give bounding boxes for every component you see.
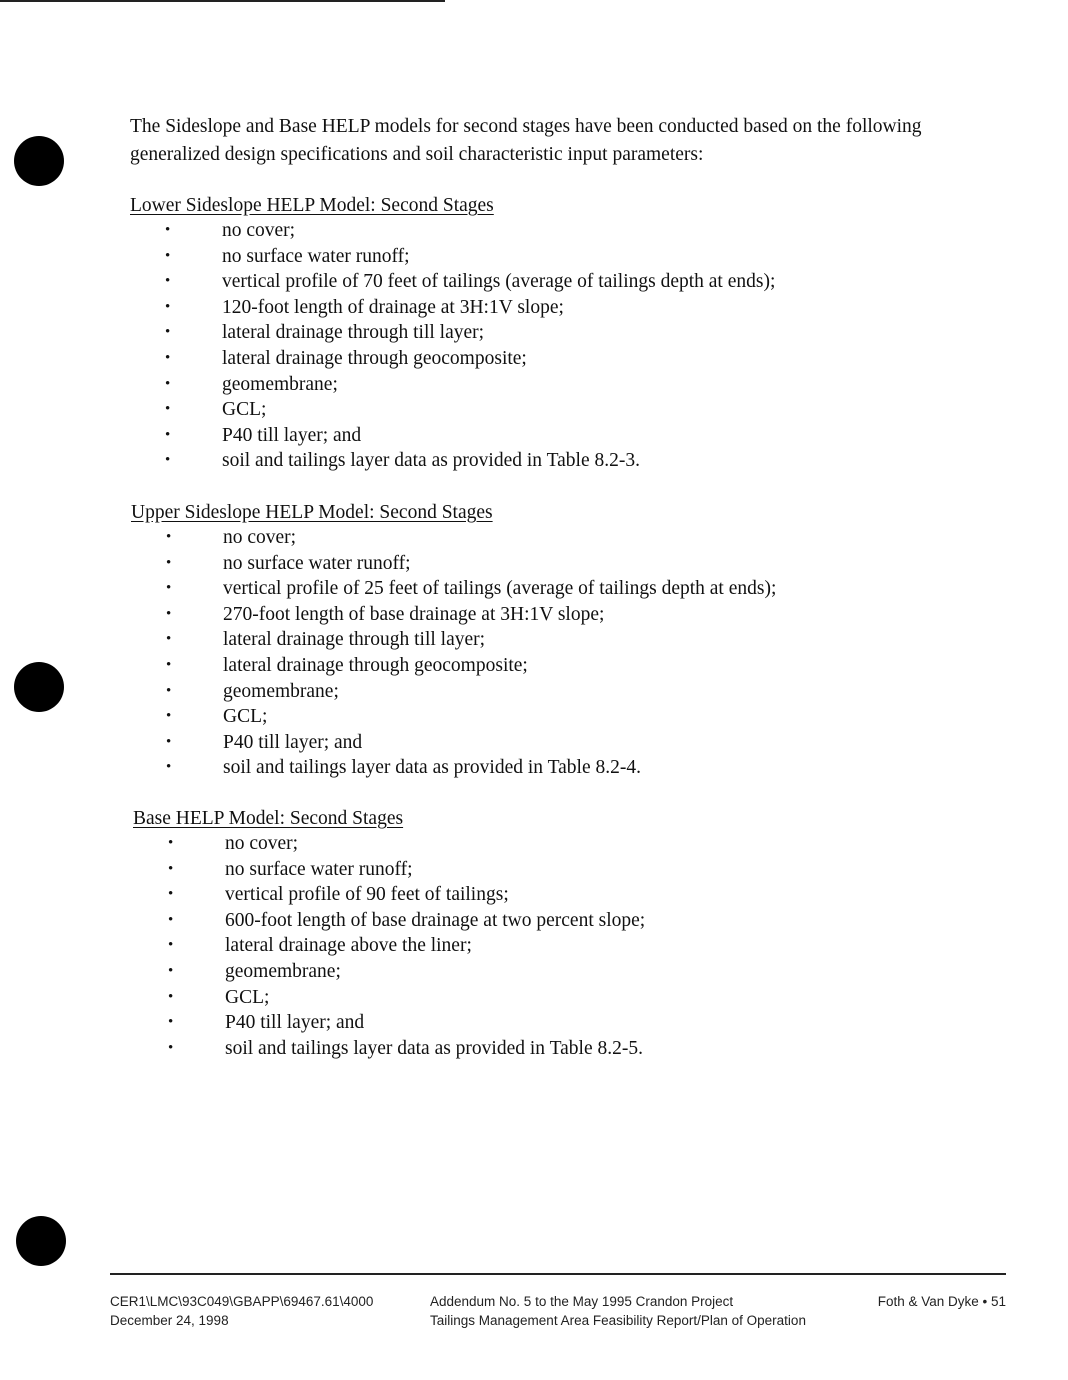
list-item: [133, 882, 893, 908]
list-item-text: lateral drainage through geocomposite;: [223, 654, 528, 676]
list-item-text: P40 till layer; and: [223, 731, 363, 753]
list-item-text: no surface water runoff;: [225, 858, 413, 880]
section-base: [133, 806, 893, 1061]
report-title: Tailings Management Area Feasibility Report/Plan of Operation: [430, 1313, 806, 1328]
list-item: [131, 525, 891, 551]
list-item: [130, 423, 890, 449]
punch-hole-middle: [14, 662, 64, 712]
list-item-text: vertical profile of 90 feet of tailings;: [225, 884, 509, 906]
bullet-list: [131, 525, 891, 781]
bullet-icon: •: [165, 324, 171, 341]
list-item: [130, 269, 890, 295]
list-item-text: no cover;: [222, 220, 296, 241]
list-item: [130, 218, 890, 244]
list-item: [131, 679, 891, 705]
top-edge-rule: [0, 0, 445, 2]
bullet-icon: •: [165, 349, 171, 366]
list-item-text: no cover;: [223, 527, 297, 548]
bullet-list: [130, 218, 890, 474]
list-item-text: soil and tailings layer data as provided in Table 8.2-3.: [222, 450, 640, 472]
list-item: [131, 627, 891, 653]
list-item-text: geomembrane;: [225, 960, 341, 982]
list-item: [131, 704, 891, 730]
bullet-icon: •: [165, 273, 171, 290]
bullet-icon: •: [168, 962, 174, 979]
list-item-text: soil and tailings layer data as provided in Table 8.2-4.: [223, 757, 641, 779]
bullet-icon: •: [166, 759, 172, 776]
bullet-icon: •: [168, 1039, 174, 1056]
punch-hole-bottom: [16, 1216, 66, 1266]
list-item-text: P40 till layer; and: [222, 424, 362, 446]
bullet-icon: •: [166, 631, 172, 648]
bullet-icon: •: [166, 733, 172, 750]
bullet-icon: •: [168, 835, 174, 851]
list-item: [131, 730, 891, 756]
document-path: CER1\LMC\93C049\GBAPP\69467.61\4000: [110, 1294, 374, 1309]
list-item-text: vertical profile of 25 feet of tailings (average of tailings depth at ends);: [223, 578, 777, 600]
footer-rule: [110, 1273, 1006, 1275]
list-item-text: geomembrane;: [223, 680, 339, 702]
list-item-text: GCL;: [223, 706, 268, 728]
list-item-text: GCL;: [225, 986, 270, 1008]
list-item: [133, 1010, 893, 1036]
list-item-text: vertical profile of 70 feet of tailings (average of tailings depth at ends);: [222, 271, 776, 293]
list-item-text: P40 till layer; and: [225, 1012, 365, 1034]
bullet-icon: •: [165, 222, 171, 238]
bullet-icon: •: [165, 452, 171, 469]
list-item-text: soil and tailings layer data as provided in Table 8.2-5.: [225, 1037, 643, 1059]
bullet-icon: •: [166, 529, 172, 545]
list-item: [133, 1036, 893, 1062]
list-item-text: lateral drainage above the liner;: [225, 935, 472, 957]
list-item: [131, 653, 891, 679]
list-item-text: 600-foot length of base drainage at two percent slope;: [225, 909, 646, 931]
bullet-icon: •: [166, 682, 172, 699]
bullet-icon: •: [168, 1014, 174, 1031]
list-item: [133, 933, 893, 959]
section-upper-sideslope: [131, 500, 891, 781]
list-item-text: lateral drainage through geocomposite;: [222, 347, 527, 369]
list-item: [131, 602, 891, 628]
bullet-icon: •: [165, 401, 171, 418]
bullet-icon: •: [166, 708, 172, 725]
list-item: [130, 372, 890, 398]
list-item: [130, 346, 890, 372]
bullet-list: [133, 831, 893, 1061]
list-item-text: 270-foot length of base drainage at 3H:1V slope;: [223, 603, 605, 625]
bullet-icon: •: [166, 605, 172, 622]
company-page-number: Foth & Van Dyke • 51: [877, 1294, 1006, 1309]
list-item: [131, 576, 891, 602]
list-item-text: GCL;: [222, 399, 267, 421]
list-item-text: lateral drainage through till layer;: [223, 629, 486, 651]
section-title: Upper Sideslope HELP Model: Second Stages: [131, 502, 493, 523]
list-item-text: no surface water runoff;: [222, 245, 410, 267]
bullet-icon: •: [166, 656, 172, 673]
list-item: [133, 831, 893, 857]
section-lower-sideslope: [130, 193, 890, 474]
list-item: [130, 295, 890, 321]
list-item: [130, 244, 890, 270]
list-item: [133, 908, 893, 934]
footer-right: [878, 1292, 1006, 1311]
list-item: [131, 551, 891, 577]
list-item-text: no cover;: [225, 833, 299, 854]
list-item: [133, 959, 893, 985]
list-item-text: no surface water runoff;: [223, 552, 411, 574]
list-item: [130, 448, 890, 474]
list-item-text: geomembrane;: [222, 373, 338, 395]
bullet-icon: •: [166, 554, 172, 571]
bullet-icon: •: [168, 937, 174, 954]
section-title: Base HELP Model: Second Stages: [133, 808, 404, 829]
bullet-icon: •: [166, 580, 172, 597]
bullet-icon: •: [168, 860, 174, 877]
list-item: [133, 857, 893, 883]
bullet-icon: •: [168, 911, 174, 928]
addendum-title: Addendum No. 5 to the May 1995 Crandon Project: [430, 1294, 734, 1309]
intro-paragraph: The Sideslope and Base HELP models for second stages have been conducted based on the following generalized design specifications and soil characteristic input parameters:: [130, 116, 922, 165]
list-item: [130, 397, 890, 423]
document-date: December 24, 1998: [110, 1313, 229, 1328]
list-item-text: 120-foot length of drainage at 3H:1V slope;: [222, 296, 564, 318]
list-item: [131, 755, 891, 781]
bullet-icon: •: [168, 886, 174, 903]
bullet-icon: •: [165, 426, 171, 443]
section-title: Lower Sideslope HELP Model: Second Stages: [130, 195, 494, 216]
footer-center: [430, 1292, 806, 1330]
bullet-icon: •: [165, 375, 171, 392]
bullet-icon: •: [165, 247, 171, 264]
punch-hole-top: [14, 136, 64, 186]
bullet-icon: •: [168, 988, 174, 1005]
list-item-text: lateral drainage through till layer;: [222, 322, 485, 344]
list-item: [133, 985, 893, 1011]
footer-left: [110, 1292, 373, 1330]
list-item: [130, 320, 890, 346]
bullet-icon: •: [165, 298, 171, 315]
